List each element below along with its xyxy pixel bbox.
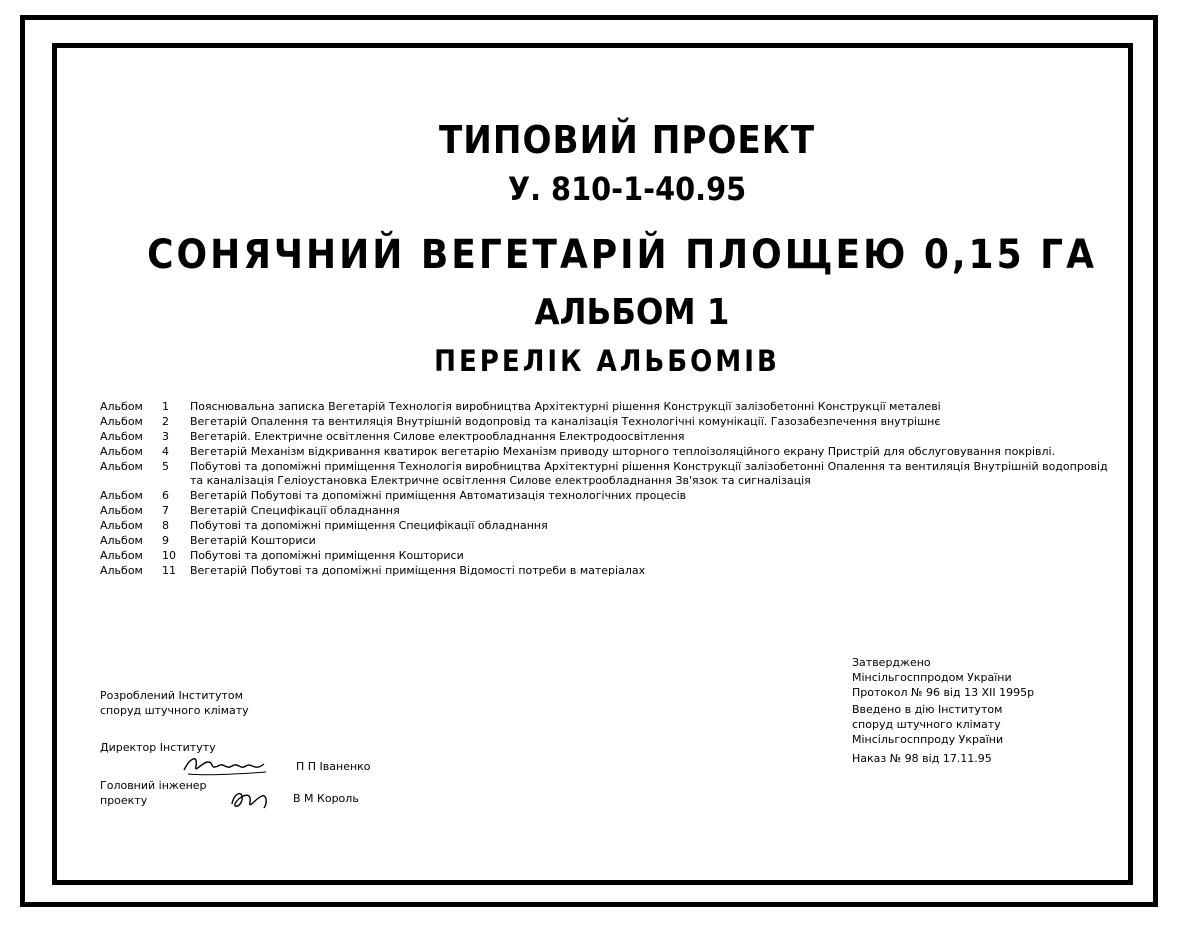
album-num: 6 (162, 489, 169, 502)
album-text: Пояснювальна записка Вегетарій Технологія виробництва Архітектурні рішення Конструкції залізобетонні Конструкції металеві (190, 400, 941, 413)
album-label: Альбом (100, 534, 143, 547)
album-num: 11 (162, 564, 176, 577)
list-item (100, 534, 1110, 548)
list-item (100, 564, 1110, 578)
album-text: Вегетарій Специфікації обладнання (190, 504, 400, 517)
project-code: У. 810-1-40.95 (507, 170, 747, 208)
director-name: П П Іваненко (296, 760, 371, 773)
chief-engineer-line: проекту (100, 794, 148, 807)
chief-engineer-signature (226, 784, 272, 814)
approval-line: Мінсільгосппроду України (852, 733, 1004, 746)
approval-line: Наказ № 98 від 17.11.95 (852, 752, 992, 765)
chief-engineer-label (100, 778, 207, 808)
album-text: Вегетарій Механізм відкривання кватирок вегетарію Механізм приводу шторного теплоізоляційного екрану Пристрій для обслуговування покрівлі. (190, 445, 1056, 458)
album-label: Альбом (100, 489, 143, 502)
list-item (100, 415, 1110, 429)
albums-list-heading: ПЕРЕЛІК АЛЬБОМІВ (434, 344, 780, 378)
title-line-1: ТИПОВИЙ ПРОЕКТ (438, 118, 816, 162)
album-number: АЛЬБОМ 1 (534, 292, 730, 333)
list-item (100, 400, 1110, 414)
album-num: 8 (162, 519, 169, 532)
album-num: 9 (162, 534, 169, 547)
approval-block (852, 655, 1034, 766)
developer-line: Розроблений Інститутом (100, 689, 243, 702)
approval-line: Мінсільгосппродом України (852, 671, 1012, 684)
approval-line: Введено в дію Інститутом (852, 703, 1003, 716)
director-label: Директор Інституту (100, 741, 216, 754)
album-label: Альбом (100, 564, 143, 577)
album-text: Вегетарій. Електричне освітлення Силове електрообладнання Електродоосвітлення (190, 430, 685, 443)
album-label: Альбом (100, 460, 143, 473)
approval-line: Затверджено (852, 656, 931, 669)
album-text: Побутові та допоміжні приміщення Кошториси (190, 549, 464, 562)
album-label: Альбом (100, 549, 143, 562)
album-num: 4 (162, 445, 169, 458)
developer-line: споруд штучного клімату (100, 704, 249, 717)
album-text: Побутові та допоміжні приміщення Специфікації обладнання (190, 519, 548, 532)
approval-line: споруд штучного клімату (852, 718, 1001, 731)
album-num: 10 (162, 549, 176, 562)
album-text: Вегетарій Побутові та допоміжні приміщення Відомості потреби в матеріалах (190, 564, 646, 577)
list-item (100, 504, 1110, 518)
album-num: 1 (162, 400, 169, 413)
list-item (100, 445, 1110, 459)
album-text: Побутові та допоміжні приміщення Технологія виробництва Архітектурні рішення Конструкції залізобетонні Опалення та вентиляція Внутрішній водопровід та каналізація Геліоустановка Електричне освітлення Силове електрообладнання Зв'язок та сигналізація (190, 460, 1108, 487)
list-item (100, 430, 1110, 444)
project-name: СОНЯЧНИЙ ВЕГЕТАРІЙ ПЛОЩЕЮ 0,15 ГА (147, 232, 1097, 278)
list-item (100, 519, 1110, 533)
album-text: Вегетарій Побутові та допоміжні приміщення Автоматизація технологічних процесів (190, 489, 687, 502)
album-label: Альбом (100, 445, 143, 458)
album-label: Альбом (100, 504, 143, 517)
albums-list (100, 400, 1110, 579)
album-num: 5 (162, 460, 169, 473)
album-num: 3 (162, 430, 169, 443)
director-signature (180, 748, 270, 780)
approval-line: Протокол № 96 від 13 XII 1995р (852, 686, 1035, 699)
album-label: Альбом (100, 519, 143, 532)
album-text: Вегетарій Опалення та вентиляція Внутрішній водопровід та каналізація Технологічні комунікації. Газозабезпечення внутрішнє (190, 415, 941, 428)
chief-engineer-name: В М Король (293, 792, 359, 805)
album-label: Альбом (100, 400, 143, 413)
album-num: 7 (162, 504, 169, 517)
album-num: 2 (162, 415, 169, 428)
list-item (100, 460, 1110, 488)
developer-block (100, 688, 249, 718)
album-label: Альбом (100, 415, 143, 428)
chief-engineer-line: Головний інженер (100, 779, 207, 792)
album-label: Альбом (100, 430, 143, 443)
album-text: Вегетарій Кошториси (190, 534, 316, 547)
list-item (100, 489, 1110, 503)
list-item (100, 549, 1110, 563)
